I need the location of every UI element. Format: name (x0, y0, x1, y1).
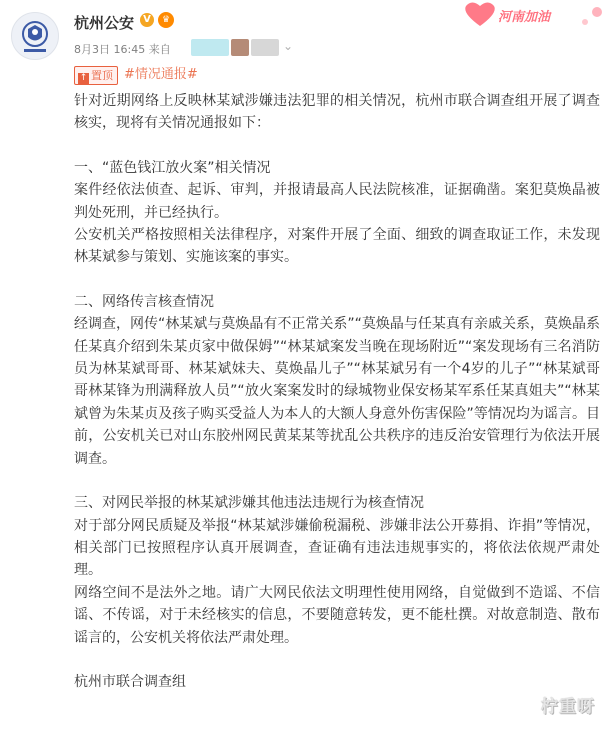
verified-icon: V (140, 13, 154, 27)
topic-link[interactable]: #情况通报# (124, 67, 198, 82)
section1-paragraph: 案件经依法侦查、起诉、审判，并报请最高人民法院核准，证据确凿。案犯莫焕晶被判处死刑，并已经执行。 (74, 182, 600, 221)
section3-paragraph: 对于部分网民质疑及举报“林某斌涉嫌偷税漏税、涉嫌非法公开募捐、诈捐”等情况，相关部门已按照程序认真开展调查，查证确有违法违规事实的，将依法依规严肃处理。 (74, 517, 600, 579)
police-emblem-icon (12, 13, 58, 59)
source-redacted (191, 39, 229, 56)
pin-icon: ↑ (79, 73, 88, 83)
chevron-down-icon[interactable]: ⌄ (283, 39, 294, 53)
section1-heading: 一、“蓝色钱江放火案”相关情况 (74, 159, 271, 176)
intro-paragraph: 针对近期网络上反映林某斌涉嫌违法犯罪的相关情况，杭州市联合调查组开展了调查核实，现将有关情况通报如下： (74, 93, 600, 132)
signature: 杭州市联合调查组 (74, 673, 186, 690)
post-meta (74, 41, 171, 57)
post-source-prefix: 来自 (148, 43, 171, 56)
member-crown-icon: ♛ (158, 12, 174, 28)
account-name[interactable]: 杭州公安 (74, 14, 135, 32)
avatar[interactable] (11, 12, 59, 60)
section2-paragraph: 经调查，网传“林某斌与莫焕晶有不正常关系”“莫焕晶与任某真有亲戚关系，莫焕晶系任某真介绍到朱某贞家中做保姆”“林某斌案发当晚在现场附近”“案发现场有三名消防员为林某斌哥哥、林某斌妹夫、莫焕晶儿子”“林某斌另有一个4岁的儿子”“林某斌哥哥林某锋为刑满释放人员”“放火案案发时的绿城物业保安杨某军系任某真姐夫”“林某斌曾为朱某贞及孩子购买受益人为本人的大额人身意外伤害保险”等情况均为谣言。目前，公安机关已对山东胶州网民黄某某等扰乱公共秩序的违反治安管理行为依法开展调查。 (74, 316, 600, 467)
source-redacted (251, 39, 279, 56)
post-header (0, 0, 608, 62)
source-redacted (231, 39, 249, 56)
section2-heading: 二、网络传言核查情况 (74, 293, 214, 310)
section3-heading: 三、对网民举报的林某斌涉嫌其他违法违规行为核查情况 (74, 495, 424, 512)
post-body (74, 90, 600, 693)
post-time[interactable]: 16:45 (113, 43, 146, 56)
post-date[interactable]: 8月3日 (74, 43, 110, 56)
card-decoration (458, 0, 608, 40)
section3-paragraph: 网络空间不是法外之地。请广大网民依法文明理性使用网络，自觉做到不造谣、不信谣、不传谣，对于未经核实的信息，不要随意转发，更不能杜撰。对故意制造、散布谣言的，公安机关将依法严肃处理。 (74, 584, 600, 646)
pinned-badge (74, 66, 118, 85)
pinned-label: 置顶 (91, 69, 113, 82)
section1-paragraph: 公安机关严格按照相关法律程序，对案件开展了全面、细致的调查取证工作，未发现林某斌参与策划、实施该案的事实。 (74, 227, 600, 266)
post-tags (74, 66, 198, 84)
decoration-text: 河南加油 (498, 10, 551, 25)
watermark: 柠重呀 (541, 697, 595, 717)
